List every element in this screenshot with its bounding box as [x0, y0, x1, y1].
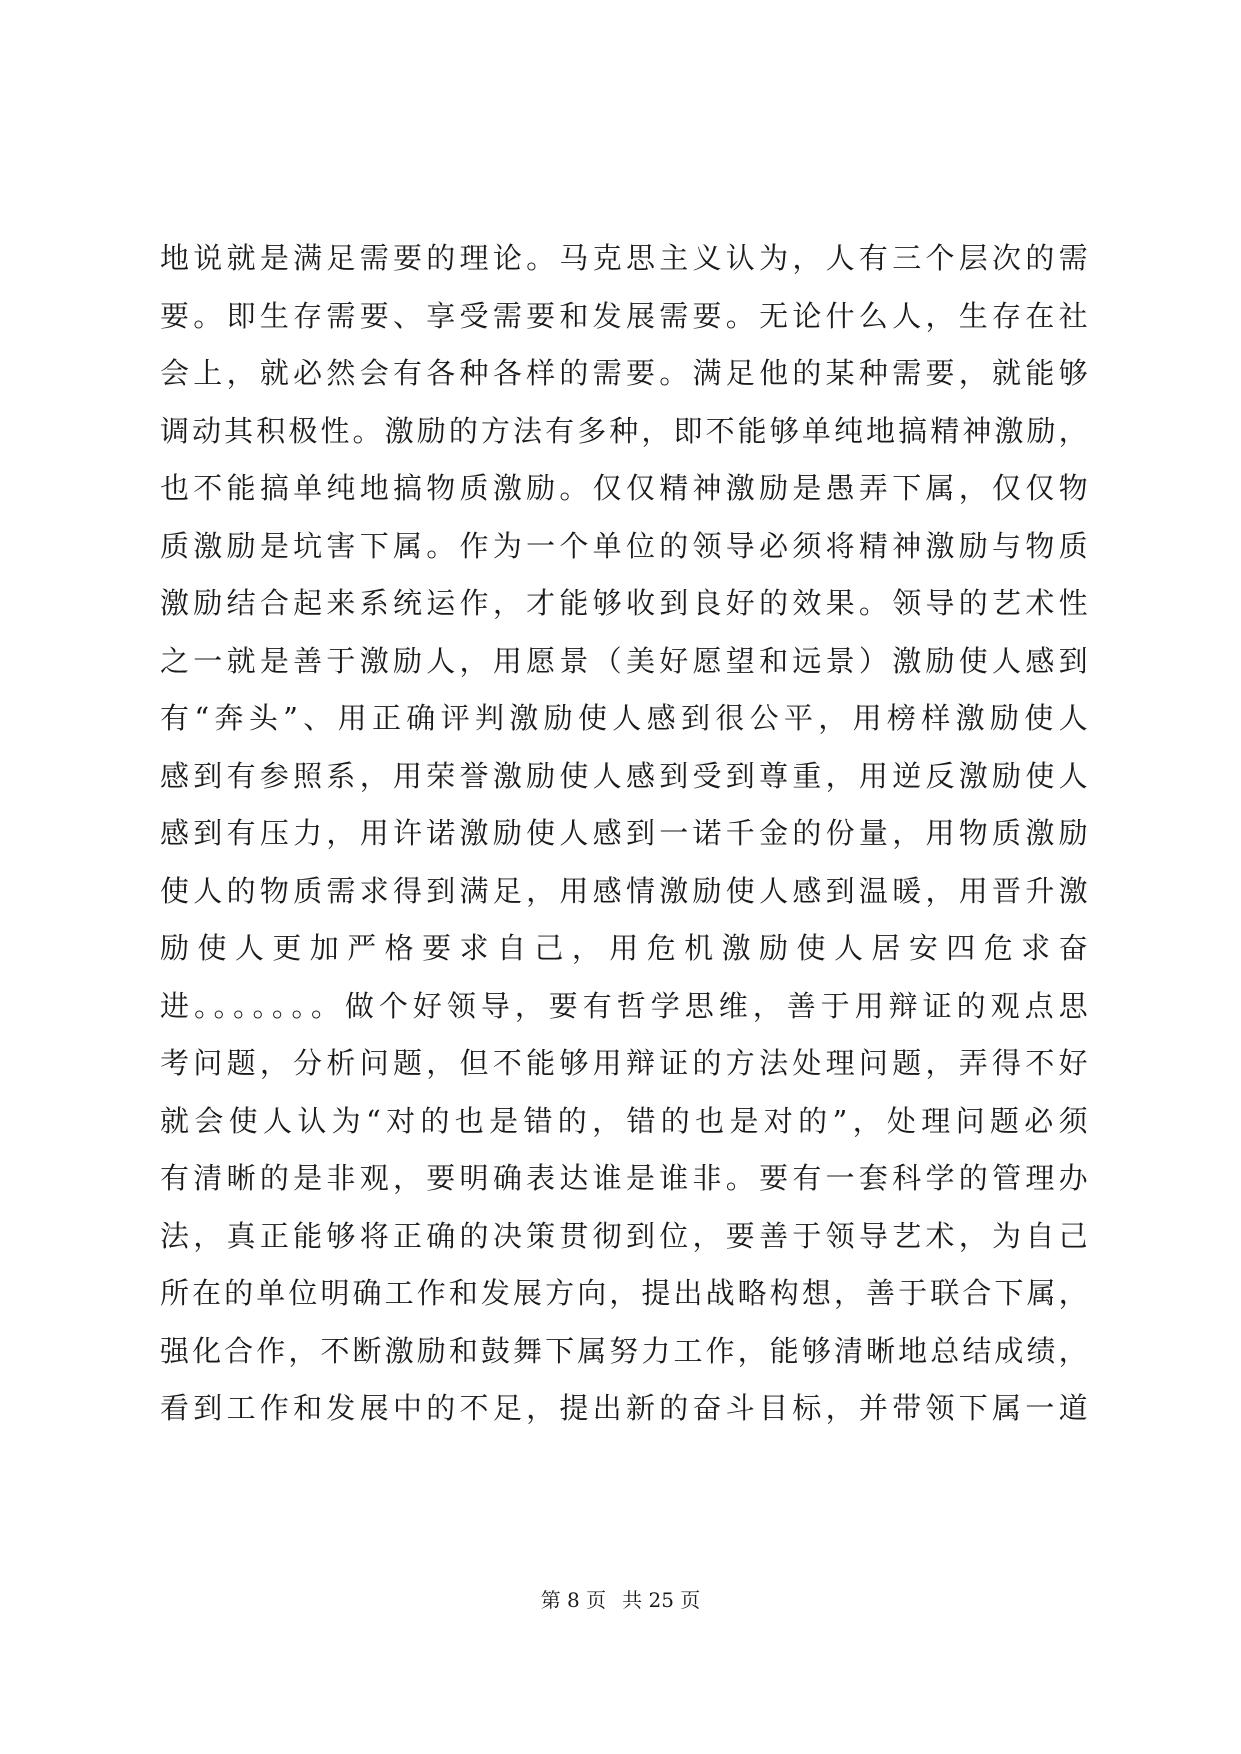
text-line: 有“奔头”、用正确评判激励使人感到很公平，用榜样激励使人 — [160, 701, 1090, 735]
body-text — [160, 230, 1090, 1438]
text-line: 激励结合起来系统运作，才能够收到良好的效果。领导的艺术性 — [160, 586, 1090, 620]
text-line: 强化合作，不断激励和鼓舞下属努力工作，能够清晰地总结成绩， — [160, 1333, 1090, 1368]
current-page-number: 第 8 页 — [540, 1588, 607, 1612]
text-line: 也不能搞单纯地搞物质激励。仅仅精神激励是愚弄下属，仅仅物 — [160, 471, 1090, 505]
text-line: 要。即生存需要、享受需要和发展需要。无论什么人，生存在社 — [160, 298, 1090, 333]
text-line: 就会使人认为“对的也是错的，错的也是对的”，处理问题必须 — [160, 1103, 1090, 1138]
text-line: 励使人更加严格要求自己，用危机激励使人居安四危求奋 — [160, 931, 1090, 965]
total-page-count: 共 25 页 — [622, 1588, 701, 1612]
text-line: 法，真正能够将正确的决策贯彻到位，要善于领导艺术，为自己 — [160, 1218, 1090, 1253]
text-line: 会上，就必然会有各种各样的需要。满足他的某种需要，就能够 — [160, 356, 1090, 390]
text-line: 所在的单位明确工作和发展方向，提出战略构想，善于联合下属， — [160, 1276, 1090, 1310]
page-footer — [0, 1586, 1241, 1614]
text-line: 使人的物质需求得到满足，用感情激励使人感到温暖，用晋升激 — [160, 873, 1090, 908]
text-line: 地说就是满足需要的理论。马克思主义认为，人有三个层次的需 — [160, 241, 1090, 275]
text-line: 考问题，分析问题，但不能够用辩证的方法处理问题，弄得不好 — [160, 1046, 1090, 1080]
text-line: 质激励是坑害下属。作为一个单位的领导必须将精神激励与物质 — [160, 528, 1090, 563]
text-line: 感到有参照系，用荣誉激励使人感到受到尊重，用逆反激励使人 — [160, 758, 1090, 793]
text-line: 调动其积极性。激励的方法有多种，即不能够单纯地搞精神激励， — [160, 413, 1090, 448]
text-line: 进。。。。。。。做个好领导，要有哲学思维，善于用辩证的观点思 — [160, 988, 1090, 1023]
text-line: 看到工作和发展中的不足，提出新的奋斗目标，并带领下属一道 — [160, 1391, 1090, 1425]
text-line: 感到有压力，用许诺激励使人感到一诺千金的份量，用物质激励 — [160, 816, 1090, 850]
text-line: 之一就是善于激励人，用愿景（美好愿望和远景）激励使人感到 — [160, 643, 1090, 678]
text-line: 有清晰的是非观，要明确表达谁是谁非。要有一套科学的管理办 — [160, 1161, 1090, 1195]
